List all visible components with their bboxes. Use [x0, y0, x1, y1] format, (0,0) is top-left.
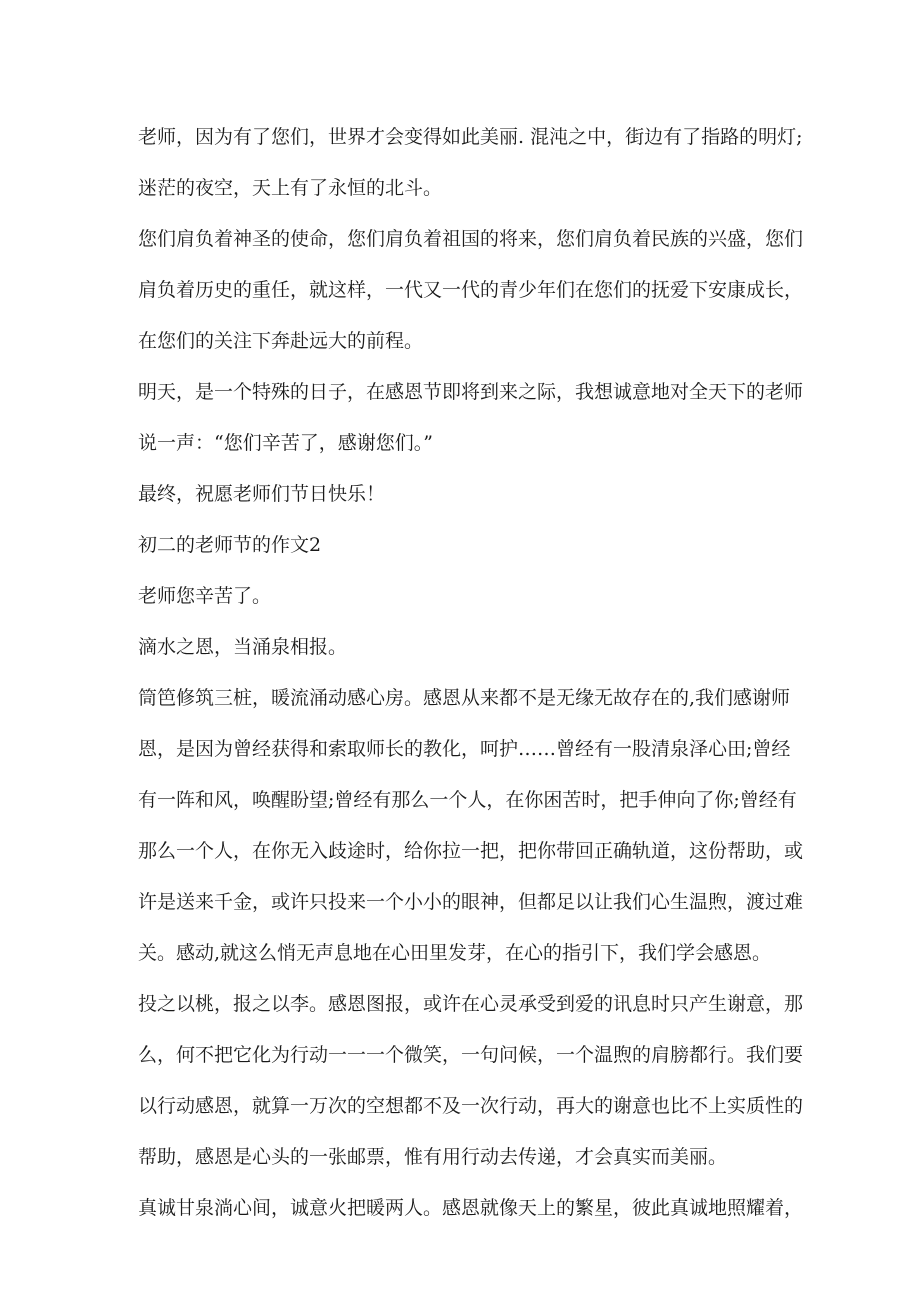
- text-line: 老师，因为有了您们，世界才会变得如此美丽. 混沌之中，街边有了指路的明灯;: [138, 126, 803, 148]
- paragraph: [138, 112, 803, 214]
- text-line: 在您们的关注下奔赴远大的前程。: [138, 330, 424, 352]
- text-line: 投之以桃，报之以李。感恩图报，或许在心灵承受到爱的讯息时只产生谢意，那: [138, 993, 804, 1015]
- paragraph: [138, 571, 788, 622]
- text-line: 以行动感恩，就算一万次的空想都不及一次行动，再大的谢意也比不上实质性的: [138, 1095, 804, 1117]
- text-line: 么，何不把它化为行动一一一个微笑，一句问候，一个温煦的肩膀都行。我们要: [138, 1044, 804, 1066]
- text-line: 明天，是一个特殊的日子，在感恩节即将到来之际，我想诚意地对全天下的老师: [138, 381, 804, 403]
- paragraph: [138, 673, 804, 979]
- text-line: 肩负着历史的重任，就这样，一代又一代的青少年们在您们的抚爱下安康成长，: [138, 279, 804, 301]
- section-heading: [138, 520, 788, 571]
- text-line: 最终，祝愿老师们节日快乐！: [138, 483, 386, 505]
- paragraph: [138, 214, 804, 367]
- text-line: 帮助，感恩是心头的一张邮票，惟有用行动去传递，才会真实而美丽。: [138, 1146, 728, 1168]
- text-line: 那么一个人，在你无入歧途时，给你拉一把，把你带回正确轨道，这份帮助，或: [138, 840, 804, 862]
- text-line: 有一阵和风，唤醒盼望;曾经有那么一个人，在你困苦时，把手伸向了你;曾经有: [138, 789, 797, 811]
- paragraph: [138, 367, 804, 469]
- text-line: 恩，是因为曾经获得和索取师长的教化，呵护……曾经有一股清泉泽心田;曾经: [138, 738, 791, 760]
- text-line: 滴水之恩，当涌泉相报。: [138, 636, 348, 658]
- paragraph: [138, 469, 788, 520]
- text-line: 筒笆修筑三桩，暖流涌动感心房。感恩从来都不是无缘无故存在的,我们感谢师: [138, 687, 791, 709]
- paragraph: [138, 1183, 804, 1234]
- paragraph: [138, 979, 804, 1183]
- text-line: 说一声：“您们辛苦了，感谢您们。”: [138, 432, 433, 454]
- text-line: 老师您辛苦了。: [138, 585, 272, 607]
- text-line: 真诚甘泉淌心间，诚意火把暖两人。感恩就像天上的繁星，彼此真诚地照耀着，: [138, 1197, 804, 1219]
- paragraph: [138, 622, 788, 673]
- heading-line: 初二的老师节的作文2: [138, 534, 322, 556]
- text-line: 迷茫的夜空，天上有了永恒的北斗。: [138, 177, 443, 199]
- text-line: 您们肩负着神圣的使命，您们肩负着祖国的将来，您们肩负着民族的兴盛，您们: [138, 228, 804, 250]
- text-line: 关。感动,就这么悄无声息地在心田里发芽，在心的指引下，我们学会感恩。: [138, 942, 772, 964]
- text-line: 许是送来千金，或许只投来一个小小的眼神，但都足以让我们心生温煦，渡过难: [138, 891, 804, 913]
- document-body: [138, 112, 804, 1234]
